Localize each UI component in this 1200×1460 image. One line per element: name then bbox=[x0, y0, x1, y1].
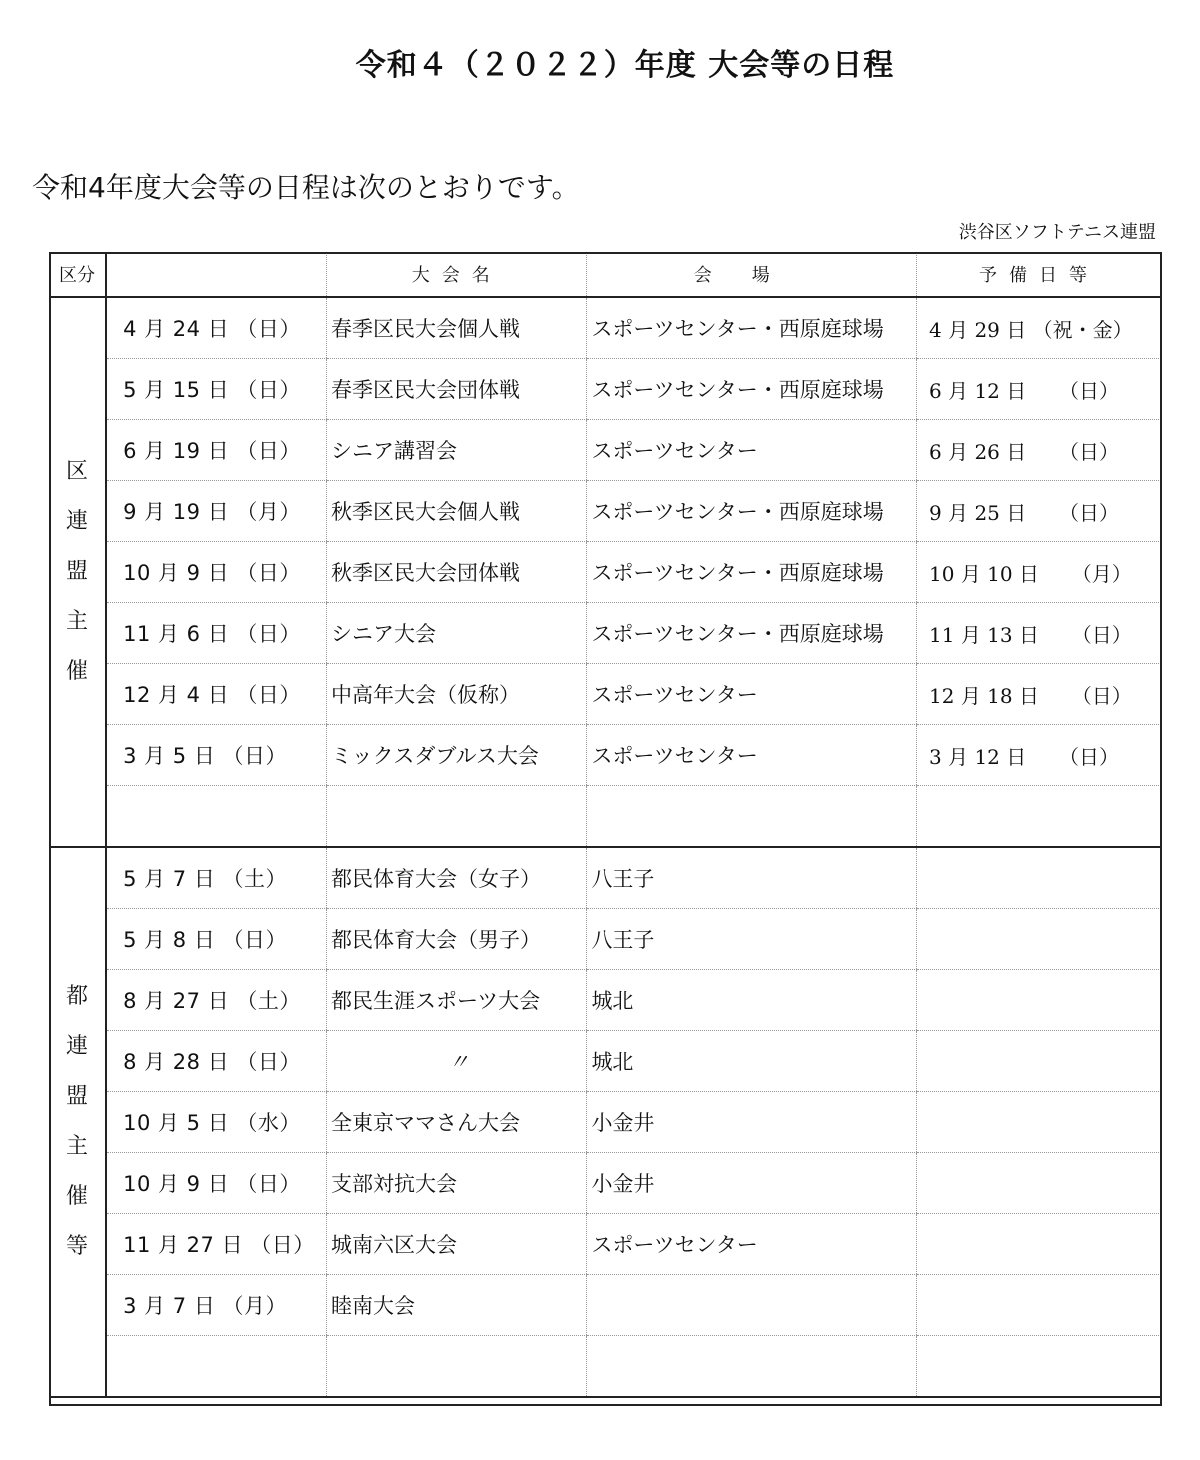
venue-cell bbox=[587, 786, 917, 848]
reserve-cell: 9 月 25 日 （日） bbox=[917, 481, 1161, 542]
event-cell: 城南六区大会 bbox=[326, 1214, 586, 1275]
reserve-cell: 12 月 18 日 （日） bbox=[917, 664, 1161, 725]
reserve-cell: 6 月 26 日 （日） bbox=[917, 420, 1161, 481]
date-cell: 12 月 4 日 （日） bbox=[106, 664, 326, 725]
reserve-cell: 4 月 29 日 （祝・金） bbox=[917, 297, 1161, 359]
reserve-cell: 6 月 12 日 （日） bbox=[917, 359, 1161, 420]
table-row bbox=[49, 1092, 1161, 1153]
table-row bbox=[49, 970, 1161, 1031]
header-row bbox=[49, 252, 1161, 297]
venue-cell: スポーツセンター bbox=[587, 664, 917, 725]
reserve-cell bbox=[917, 970, 1161, 1031]
date-cell: 8 月 27 日 （土） bbox=[106, 970, 326, 1031]
reserve-cell bbox=[917, 909, 1161, 970]
event-cell: 秋季区民大会個人戦 bbox=[326, 481, 586, 542]
table-row bbox=[49, 786, 1161, 848]
group-label-cell bbox=[49, 847, 106, 1397]
venue-cell: 城北 bbox=[587, 970, 917, 1031]
event-cell: 秋季区民大会団体戦 bbox=[326, 542, 586, 603]
date-cell: 11 月 6 日 （日） bbox=[106, 603, 326, 664]
organization-name: 渋谷区ソフトテニス連盟 bbox=[958, 222, 1156, 243]
date-cell: 6 月 19 日 （日） bbox=[106, 420, 326, 481]
event-cell: 春季区民大会団体戦 bbox=[326, 359, 586, 420]
venue-cell: 八王子 bbox=[587, 847, 917, 909]
venue-cell: 城北 bbox=[587, 1031, 917, 1092]
event-cell: 中高年大会（仮称） bbox=[326, 664, 586, 725]
event-cell bbox=[326, 1336, 586, 1398]
intro-text: 令和4年度大会等の日程は次のとおりです。 bbox=[32, 171, 580, 204]
event-cell: ミックスダブルス大会 bbox=[326, 725, 586, 786]
table-row bbox=[49, 1031, 1161, 1092]
reserve-cell bbox=[917, 1031, 1161, 1092]
reserve-cell bbox=[917, 1336, 1161, 1398]
reserve-cell bbox=[917, 847, 1161, 909]
venue-cell: 小金井 bbox=[587, 1153, 917, 1214]
header-date bbox=[106, 252, 326, 297]
reserve-cell bbox=[917, 1275, 1161, 1336]
event-cell: 睦南大会 bbox=[326, 1275, 586, 1336]
event-cell: シニア大会 bbox=[326, 603, 586, 664]
date-cell: 10 月 5 日 （水） bbox=[106, 1092, 326, 1153]
date-cell: 8 月 28 日 （日） bbox=[106, 1031, 326, 1092]
table-row bbox=[49, 909, 1161, 970]
event-cell: 都民体育大会（女子） bbox=[326, 847, 586, 909]
table-row bbox=[49, 297, 1161, 359]
header-event: 大会名 bbox=[326, 252, 586, 297]
date-cell: 3 月 5 日 （日） bbox=[106, 725, 326, 786]
event-cell: 全東京ママさん大会 bbox=[326, 1092, 586, 1153]
date-cell bbox=[106, 1336, 326, 1398]
date-cell: 10 月 9 日 （日） bbox=[106, 542, 326, 603]
date-cell: 5 月 8 日 （日） bbox=[106, 909, 326, 970]
header-kubun: 区分 bbox=[49, 252, 106, 297]
reserve-cell: 3 月 12 日 （日） bbox=[917, 725, 1161, 786]
venue-cell: スポーツセンター・西原庭球場 bbox=[587, 481, 917, 542]
venue-cell: スポーツセンター bbox=[587, 420, 917, 481]
reserve-cell: 10 月 10 日 （月） bbox=[917, 542, 1161, 603]
reserve-cell bbox=[917, 1153, 1161, 1214]
table-row bbox=[49, 481, 1161, 542]
table-row bbox=[49, 847, 1161, 909]
table-row bbox=[49, 1275, 1161, 1336]
reserve-cell bbox=[917, 1092, 1161, 1153]
date-cell: 10 月 9 日 （日） bbox=[106, 1153, 326, 1214]
venue-cell: スポーツセンター・西原庭球場 bbox=[587, 603, 917, 664]
date-cell: 5 月 7 日 （土） bbox=[106, 847, 326, 909]
venue-cell: 八王子 bbox=[587, 909, 917, 970]
header-venue: 会場 bbox=[587, 252, 917, 297]
page-title: 令和４（２０２２）年度 大会等の日程 bbox=[355, 48, 895, 83]
venue-cell bbox=[587, 1275, 917, 1336]
date-cell: 5 月 15 日 （日） bbox=[106, 359, 326, 420]
venue-cell: スポーツセンター bbox=[587, 1214, 917, 1275]
schedule-table bbox=[49, 252, 1161, 1398]
table-row bbox=[49, 725, 1161, 786]
table-row bbox=[49, 603, 1161, 664]
venue-cell bbox=[587, 1336, 917, 1398]
table-row bbox=[49, 420, 1161, 481]
event-cell bbox=[326, 786, 586, 848]
reserve-cell: 11 月 13 日 （日） bbox=[917, 603, 1161, 664]
event-cell: 都民生涯スポーツ大会 bbox=[326, 970, 586, 1031]
date-cell: 3 月 7 日 （月） bbox=[106, 1275, 326, 1336]
table-row bbox=[49, 1214, 1161, 1275]
table-row bbox=[49, 359, 1161, 420]
table-row bbox=[49, 1153, 1161, 1214]
date-cell: 9 月 19 日 （月） bbox=[106, 481, 326, 542]
date-cell: 11 月 27 日 （日） bbox=[106, 1214, 326, 1275]
header-reserve: 予備日等 bbox=[917, 252, 1161, 297]
event-cell: 〃 bbox=[326, 1031, 586, 1092]
reserve-cell bbox=[917, 1214, 1161, 1275]
venue-cell: スポーツセンター・西原庭球場 bbox=[587, 542, 917, 603]
venue-cell: スポーツセンター bbox=[587, 725, 917, 786]
group-label: 都連盟主催等 bbox=[66, 984, 89, 1259]
date-cell: 4 月 24 日 （日） bbox=[106, 297, 326, 359]
reserve-cell bbox=[917, 786, 1161, 848]
event-cell: 春季区民大会個人戦 bbox=[326, 297, 586, 359]
event-cell: 支部対抗大会 bbox=[326, 1153, 586, 1214]
table-row bbox=[49, 664, 1161, 725]
group-label: 区連盟主催 bbox=[66, 459, 89, 684]
venue-cell: スポーツセンター・西原庭球場 bbox=[587, 297, 917, 359]
event-cell: シニア講習会 bbox=[326, 420, 586, 481]
venue-cell: 小金井 bbox=[587, 1092, 917, 1153]
date-cell bbox=[106, 786, 326, 848]
table-row bbox=[49, 542, 1161, 603]
event-cell: 都民体育大会（男子） bbox=[326, 909, 586, 970]
table-body bbox=[49, 297, 1161, 1397]
table-row bbox=[49, 1336, 1161, 1398]
group-label-cell bbox=[49, 297, 106, 847]
venue-cell: スポーツセンター・西原庭球場 bbox=[587, 359, 917, 420]
